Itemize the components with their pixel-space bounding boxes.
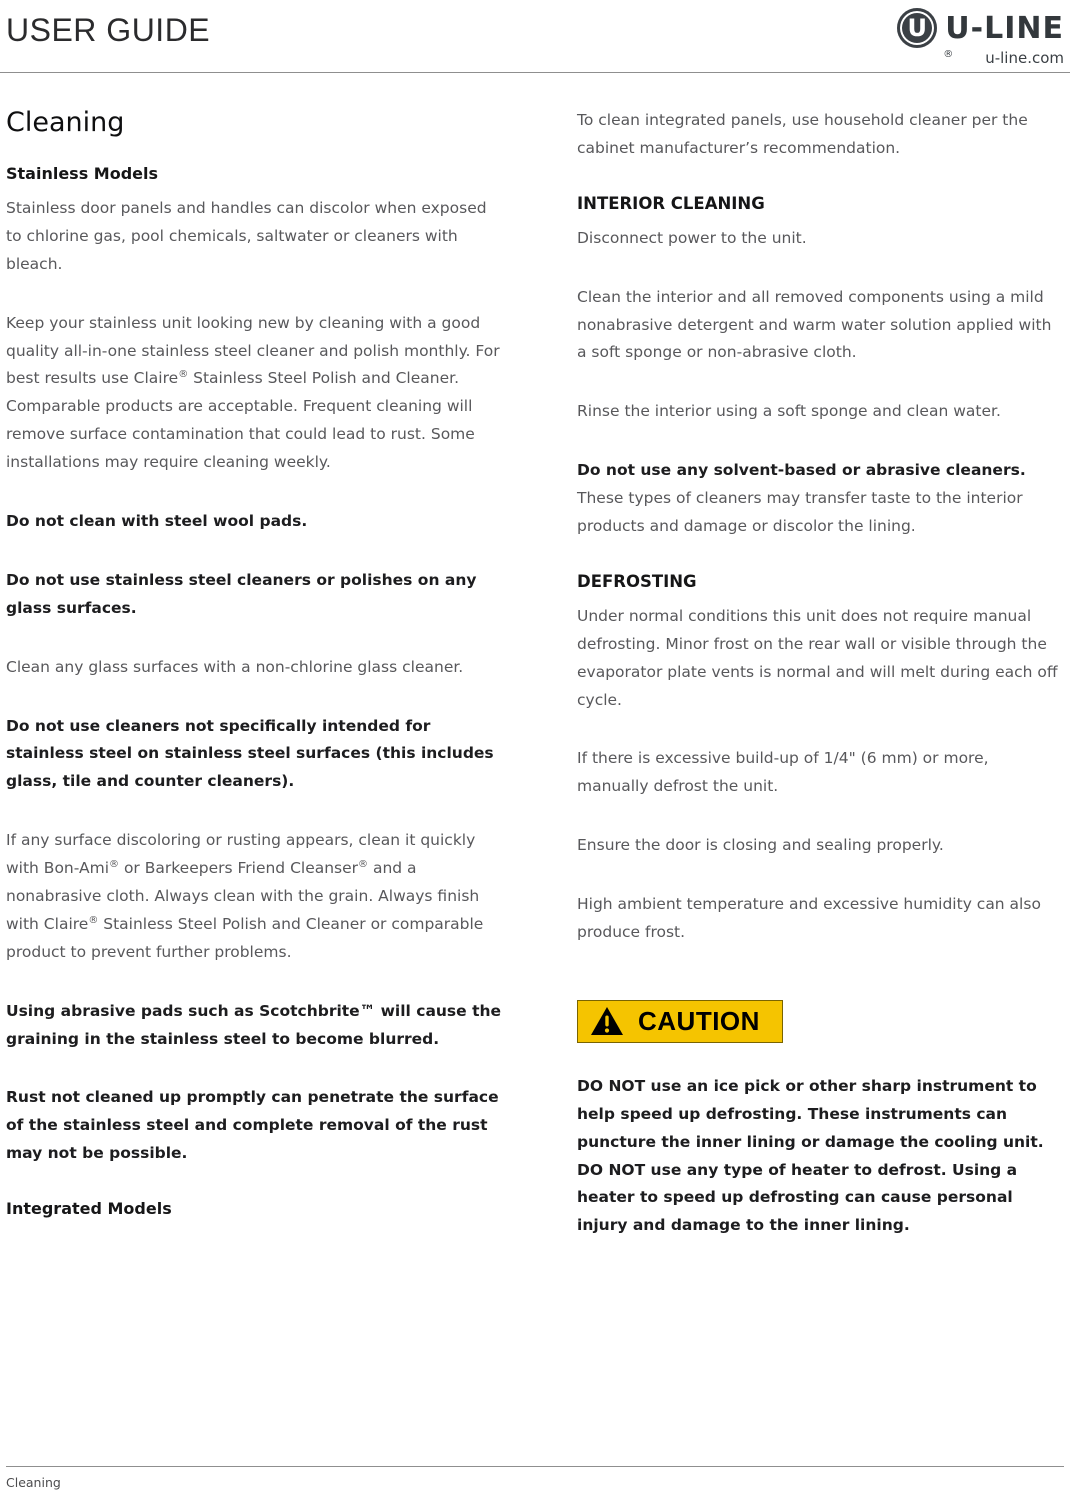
doc-title: USER GUIDE — [6, 12, 211, 48]
heading-stainless-models: Stainless Models — [6, 164, 159, 183]
caution-label: CAUTION — [638, 1005, 760, 1036]
paragraph-integrated-panels: To clean integrated panels, use household cleaner per the cabinet manufacturer’s recommendation. — [577, 111, 1028, 157]
header — [0, 0, 1070, 73]
uline-logo-bottom — [897, 49, 1064, 67]
warning-ice-pick: DO NOT use an ice pick or other sharp instrument to help speed up defrosting. These instruments can puncture the inner lining or damage the cooling unit. DO NOT use any type of heater to defrost. Using a heater to speed up defrosting can cause personal injury and damage to the inner lining. — [577, 1076, 1044, 1235]
uline-badge-letter: U — [907, 14, 928, 42]
uline-logo — [897, 8, 1064, 67]
left-column — [6, 107, 503, 1271]
paragraph-clean-interior: Clean the interior and all removed components using a mild nonabrasive detergent and warm water solution applied with a soft sponge or non-abrasive cloth. — [577, 287, 1052, 362]
uline-badge-icon — [897, 8, 937, 48]
heading-integrated-models: Integrated Models — [6, 1199, 172, 1219]
paragraph-buildup: If there is excessive build-up of 1/4" (6 mm) or more, manually defrost the unit. — [577, 749, 989, 796]
right-column — [577, 107, 1064, 1271]
heading-interior-cleaning: INTERIOR CLEANING — [577, 193, 765, 213]
registered-mark: ® — [88, 914, 99, 926]
warning-abrasive-pads: Using abrasive pads such as Scotchbrite™ will cause the graining in the stainless steel to become blurred. — [6, 1001, 502, 1048]
content — [0, 73, 1070, 1271]
warning-icon — [590, 1006, 624, 1036]
uline-wordmark: U-LINE — [945, 10, 1064, 46]
page-footer — [6, 1466, 1064, 1490]
heading-defrosting: DEFROSTING — [577, 571, 697, 591]
paragraph-door-sealing: Ensure the door is closing and sealing properly. — [577, 836, 944, 855]
uline-logo-row — [897, 8, 1064, 48]
warning-no-polish-glass: Do not use stainless steel cleaners or polishes on any glass surfaces. — [6, 570, 477, 617]
uline-website: u-line.com — [985, 49, 1064, 67]
paragraph-humidity: High ambient temperature and excessive humidity can also produce frost. — [577, 895, 1041, 942]
paragraph-rusting: If any surface discoloring or rusting appears, clean it quickly with Bon-Ami® or Barkeepers Friend Cleanser® and a nonabrasive cloth. Always clean with the grain. Always finish with Claire® Stainless Steel Polish and Cleaner or comparable product to prevent further problems. — [6, 831, 484, 961]
registered-mark: ® — [943, 49, 954, 60]
registered-mark: ® — [178, 369, 189, 381]
warning-not-intended: Do not use cleaners not specifically intended for stainless steel on stainless steel surfaces (this includes glass, tile and counter cleaners). — [6, 716, 494, 791]
paragraph-discolor: Stainless door panels and handles can discolor when exposed to chlorine gas, pool chemicals, saltwater or cleaners with bleach. — [6, 199, 487, 273]
paragraph-rinse: Rinse the interior using a soft sponge and clean water. — [577, 402, 1001, 421]
registered-mark: ® — [109, 858, 120, 870]
paragraph-glass-cleaner: Clean any glass surfaces with a non-chlorine glass cleaner. — [6, 657, 464, 676]
warning-rust-penetrate: Rust not cleaned up promptly can penetrate the surface of the stainless steel and complete removal of the rust may not be possible. — [6, 1088, 499, 1163]
page-title: Cleaning — [6, 107, 125, 138]
paragraph-solvent: Do not use any solvent-based or abrasive cleaners. These types of cleaners may transfer taste to the interior products and damage or discolor the lining. — [577, 461, 1026, 536]
paragraph-defrost: Under normal conditions this unit does not require manual defrosting. Minor frost on the rear wall or visible through the evaporator plate vents is normal and will melt during each off cycle. — [577, 606, 1058, 709]
registered-mark: ® — [358, 858, 369, 870]
paragraph-disconnect: Disconnect power to the unit. — [577, 228, 807, 247]
footer-section-label: Cleaning — [6, 1475, 61, 1490]
caution-banner — [577, 1000, 783, 1043]
paragraph-keep-new: Keep your stainless unit looking new by cleaning with a good quality all-in-one stainless steel cleaner and polish monthly. For best results use Claire® Stainless Steel Polish and Cleaner. Comparable products are acceptable. Frequent cleaning will remove surface contamination that could lead to rust. Some installations may require cleaning weekly. — [6, 313, 500, 472]
warning-steel-wool: Do not clean with steel wool pads. — [6, 512, 308, 531]
